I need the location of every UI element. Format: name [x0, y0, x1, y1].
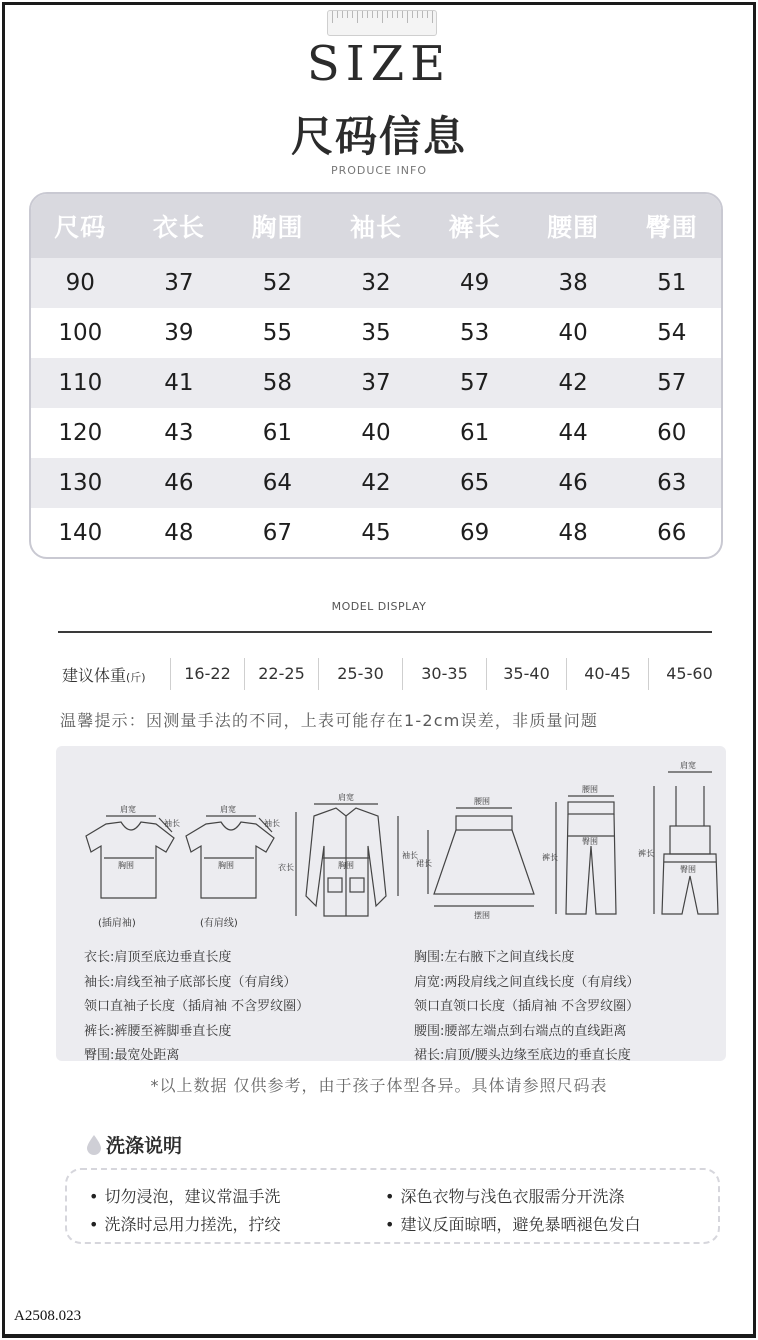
header-cell: 尺码 — [54, 213, 107, 242]
table-cell: 60 — [657, 420, 687, 446]
header-cell: 裤长 — [448, 213, 501, 242]
tshirt1-caption: (插肩袖) — [98, 918, 136, 929]
skirt-label-left: 裙长 — [416, 859, 432, 868]
overalls-label-center: 臀围 — [680, 865, 696, 874]
table-cell: 52 — [262, 270, 293, 296]
table-cell: 46 — [164, 470, 194, 496]
table-cell: 57 — [657, 370, 687, 396]
table-cell: 49 — [459, 270, 490, 296]
wash-item: • 深色衣物与浅色衣服需分开洗涤 — [385, 1184, 624, 1207]
table-cell: 48 — [164, 520, 194, 546]
header-cell: 臀围 — [645, 213, 698, 242]
table-cell: 69 — [459, 520, 490, 546]
table-row — [31, 508, 721, 558]
definition: 臀围:最宽处距离 — [84, 1048, 180, 1063]
table-cell: 110 — [58, 370, 103, 396]
weight-unit: (斤) — [126, 670, 146, 684]
table-cell: 65 — [459, 470, 490, 496]
product-code: A2508.023 — [14, 1308, 82, 1324]
tshirt2-label-top: 肩宽 — [220, 805, 236, 814]
skirt-label-top: 腰围 — [474, 797, 490, 806]
header-cell: 袖长 — [350, 213, 403, 242]
table-cell: 53 — [459, 320, 490, 346]
weight-range: 45-60 — [648, 658, 730, 690]
table-cell: 43 — [164, 420, 194, 446]
table-cell: 35 — [361, 320, 391, 346]
overalls-label-top: 肩宽 — [680, 761, 696, 770]
table-cell: 32 — [361, 270, 391, 296]
jacket-label-top: 肩宽 — [338, 793, 354, 802]
definition: 领口直领口长度（插肩袖 不含罗纹圈） — [414, 999, 640, 1014]
weight-row — [56, 656, 736, 692]
jacket-label-center: 胸围 — [338, 861, 354, 870]
table-cell: 67 — [262, 520, 293, 546]
table-cell: 64 — [262, 470, 293, 496]
wash-instructions — [65, 1168, 720, 1244]
wash-title: 洗涤说明 — [106, 1135, 183, 1157]
table-cell: 45 — [361, 520, 391, 546]
definitions-left — [84, 946, 309, 1069]
definition: 腰围:腰部左端点到右端点的直线距离 — [414, 1023, 627, 1039]
table-cell: 42 — [361, 470, 391, 496]
table-cell: 66 — [657, 520, 687, 546]
jacket-icon — [296, 804, 398, 916]
tshirt1-label-side: 袖长 — [164, 819, 180, 828]
header-cell: 腰围 — [547, 213, 600, 242]
pants-label-center: 臀围 — [582, 837, 598, 846]
table-cell: 61 — [262, 420, 293, 446]
page-subtitle: PRODUCE INFO — [330, 164, 428, 177]
table-row — [31, 358, 721, 408]
weight-range: 30-35 — [402, 658, 486, 690]
page-title: 尺码信息 — [290, 112, 467, 161]
table-cell: 48 — [558, 520, 588, 546]
weight-range: 40-45 — [566, 658, 648, 690]
table-cell: 46 — [558, 470, 588, 496]
disclaimer: *以上数据 仅供参考，由于孩子体型各异。具体请参照尺码表 — [150, 1076, 608, 1095]
table-cell: 51 — [657, 270, 687, 296]
table-cell: 140 — [58, 520, 103, 546]
table-row — [31, 458, 721, 508]
overalls-label-left: 裤长 — [638, 849, 654, 858]
definition: 袖长:肩线至袖子底部长度（有肩线） — [84, 974, 297, 990]
measurement-guide — [56, 746, 726, 1061]
tshirt2-label-side: 袖长 — [264, 819, 280, 828]
definition: 裤长:裤腰至裤脚垂直长度 — [84, 1023, 232, 1039]
definition: 裙长:肩顶/腰头边缘至底边的垂直长度 — [414, 1048, 631, 1063]
wash-item: • 建议反面晾晒，避免暴晒褪色发白 — [385, 1212, 640, 1235]
size-table-body — [31, 258, 721, 558]
definitions-right — [414, 946, 639, 1069]
size-table-header — [31, 194, 721, 258]
table-cell: 40 — [558, 320, 588, 346]
table-cell: 61 — [459, 420, 490, 446]
skirt-icon — [428, 808, 534, 906]
definition: 胸围:左右腋下之间直线长度 — [414, 950, 575, 965]
size-table — [29, 192, 723, 559]
table-cell: 54 — [657, 320, 687, 346]
table-cell: 37 — [361, 370, 391, 396]
model-display-heading: MODEL DISPLAY — [331, 600, 427, 613]
weight-range: 22-25 — [244, 658, 318, 690]
divider — [58, 631, 712, 633]
weight-label-text: 建议体重 — [62, 665, 127, 685]
weight-label — [56, 663, 170, 686]
tshirt2-caption: (有肩线) — [200, 918, 238, 929]
pants-label-top: 腰围 — [582, 785, 598, 794]
tshirt2-label-center: 胸围 — [218, 861, 234, 870]
wash-heading — [86, 1131, 182, 1158]
jacket-label-right: 袖长 — [402, 851, 418, 860]
table-cell: 120 — [58, 420, 103, 446]
table-cell: 90 — [65, 270, 95, 296]
weight-range: 35-40 — [486, 658, 566, 690]
table-cell: 40 — [361, 420, 391, 446]
pants-label-left: 裤长 — [542, 853, 558, 862]
definition: 衣长:肩顶至底边垂直长度 — [84, 950, 232, 965]
tshirt-shoulder-icon — [186, 816, 274, 898]
table-row — [31, 408, 721, 458]
table-row — [31, 258, 721, 308]
table-cell: 41 — [164, 370, 194, 396]
table-cell: 37 — [164, 270, 194, 296]
measurement-tip: 温馨提示：因测量手法的不同，上表可能存在1-2cm误差，非质量问题 — [60, 711, 599, 730]
size-word: SIZE — [306, 36, 452, 92]
table-cell: 57 — [459, 370, 490, 396]
table-cell: 39 — [164, 320, 194, 346]
jacket-label-left: 衣长 — [278, 863, 294, 872]
table-cell: 63 — [657, 470, 687, 496]
table-cell: 38 — [558, 270, 588, 296]
tshirt-raglan-icon — [86, 816, 174, 898]
pants-icon — [556, 796, 616, 914]
weight-range: 25-30 — [318, 658, 402, 690]
table-cell: 100 — [58, 320, 103, 346]
table-cell: 44 — [558, 420, 588, 446]
definition: 肩宽:两段肩线之间直线长度（有肩线） — [414, 974, 640, 990]
table-cell: 42 — [558, 370, 588, 396]
table-cell: 130 — [58, 470, 103, 496]
skirt-label-bottom: 摆围 — [474, 911, 490, 920]
tshirt1-label-top: 肩宽 — [120, 805, 136, 814]
header-cell: 胸围 — [251, 213, 304, 242]
wash-item: • 切勿浸泡，建议常温手洗 — [89, 1184, 280, 1207]
definition: 领口直袖子长度（插肩袖 不含罗纹圈） — [84, 999, 310, 1014]
table-row — [31, 308, 721, 358]
weight-range: 16-22 — [170, 658, 244, 690]
table-cell: 58 — [262, 370, 293, 396]
ruler-icon — [327, 10, 437, 36]
water-drop-icon — [86, 1134, 102, 1156]
tshirt1-label-center: 胸围 — [118, 861, 134, 870]
garment-diagrams — [56, 746, 726, 946]
table-cell: 55 — [262, 320, 293, 346]
header-cell: 衣长 — [152, 213, 205, 242]
wash-item: • 洗涤时忌用力搓洗，拧绞 — [89, 1212, 280, 1235]
overalls-icon — [654, 772, 718, 914]
